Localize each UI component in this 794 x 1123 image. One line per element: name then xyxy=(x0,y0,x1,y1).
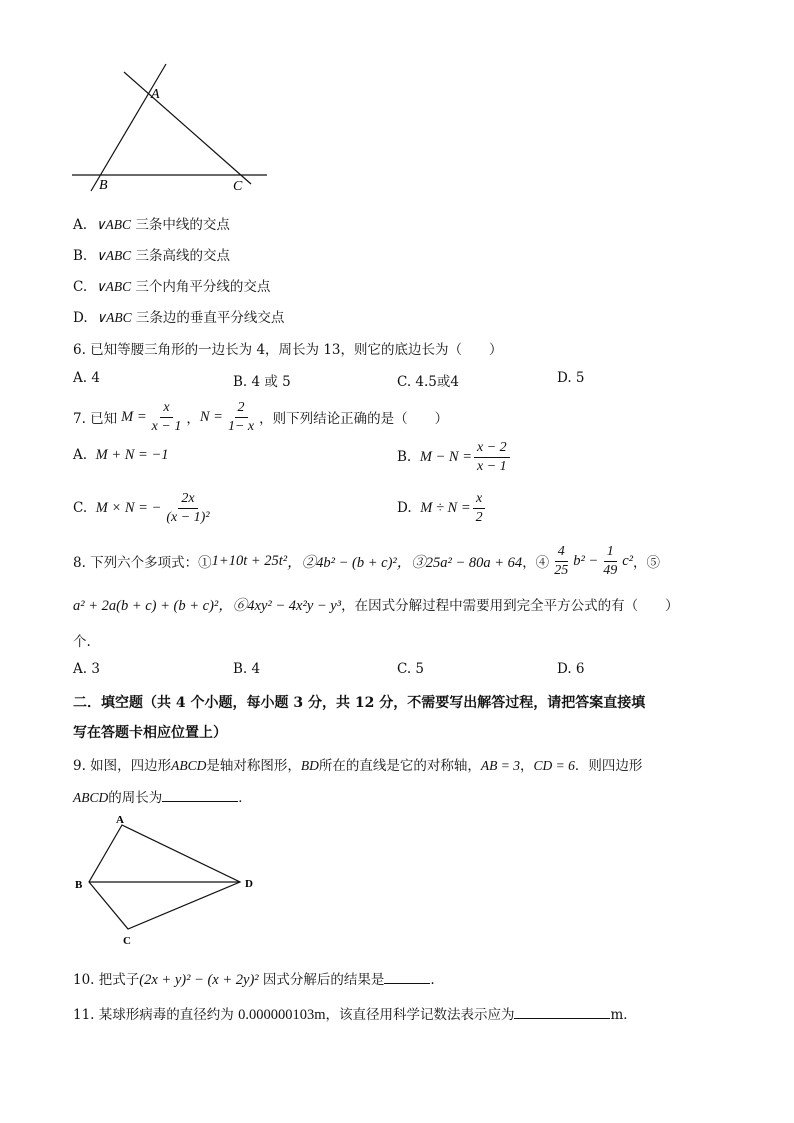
q10-answer-blank xyxy=(384,969,430,984)
kite-figure xyxy=(70,810,270,955)
kite-label-a: A xyxy=(116,814,124,826)
label-a: A xyxy=(151,87,160,102)
section-heading-line2: 写在答题卡相应位置上） xyxy=(73,725,227,741)
line-ac xyxy=(124,72,251,184)
q9-answer-blank xyxy=(162,787,238,802)
q7-option-b: B. M − N = $\frac{x - 2}{x - 1}$ xyxy=(397,436,512,478)
q7-n-fraction: $\frac{2}{1- x}$ xyxy=(227,399,255,434)
q5-option-a: A. ∨ABC 三条中线的交点 xyxy=(73,217,230,233)
q11-answer-blank xyxy=(514,1004,610,1019)
q8-option-b: B. 4 xyxy=(233,661,261,677)
q8-option-d: D. 6 xyxy=(557,661,585,677)
kite-label-b: B xyxy=(75,879,83,891)
triangle-figure xyxy=(60,62,280,198)
label-c: C xyxy=(233,179,243,194)
q5-option-c: C. ∨ABC 三个内角平分线的交点 xyxy=(73,279,271,295)
q6-option-b: B. 4 或 5 xyxy=(233,374,291,390)
kite-label-c: C xyxy=(123,935,131,947)
q10-stem: 10. 把式子(2x + y)² − (x + 2y)² 因式分解后的结果是 . xyxy=(73,968,435,989)
q6-option-d: D. 5 xyxy=(557,370,585,386)
q6-option-a: A. 4 xyxy=(73,370,100,386)
q7-option-a: A. M + N = −1 xyxy=(73,447,169,463)
q5-option-d: D. ∨ABC 三条边的垂直平分线交点 xyxy=(73,310,285,326)
q11-stem: 11. 某球形病毒的直径约为 0.000000103m，该直径用科学记数法表示应为 m． xyxy=(73,1003,637,1024)
q6-stem: 6. 已知等腰三角形的一边长为 4，周长为 13，则它的底边长为（ ） xyxy=(73,342,503,358)
kite-label-d: D xyxy=(245,878,253,890)
q8-stem-line1: 8. 下列六个多项式：① 1+10t + 25t² ，②4b² − (b + c)² ，③25a² − 80a + 64 ，④ $\frac{4}{25}$ b² − $\frac{1}{49}$ c² ，⑤ xyxy=(73,543,660,578)
q8-option-c: C. 5 xyxy=(397,661,425,677)
q8-stem-line2: a² + 2a(b + c) + (b + c)²，⑥4xy² − 4x²y − y³，在因式分解过程中需要用到完全平方公式的有（ ） xyxy=(73,598,679,614)
q6-option-c: C. 4.5或4 xyxy=(397,374,459,390)
label-b: B xyxy=(99,178,108,193)
q7-option-c: C. M × N = − $\frac{2x}{\text{(x − 1)²}}$ xyxy=(73,490,210,525)
section-heading-line1: 二．填空题（共 4 个小题，每小题 3 分，共 12 分，不需要写出解答过程，请把答案直接填 xyxy=(73,695,646,711)
q5-option-b: B. ∨ABC 三条高线的交点 xyxy=(73,248,230,264)
q7-stem: 7. 已知 M = $\frac{x}{x - 1}$ ， N = $\frac{2}{1- x}$ ，则下列结论正确的是（ ） xyxy=(73,399,449,434)
kite-outline xyxy=(89,825,240,929)
q8-stem-line3: 个. xyxy=(73,634,91,650)
line-ab xyxy=(91,64,166,191)
q9-stem-line1: 9. 如图，四边形ABCD是轴对称图形，BD所在的直线是它的对称轴，AB = 3，CD = 6．则四边形 xyxy=(73,758,643,774)
q7-m-fraction: $\frac{x}{x - 1}$ xyxy=(151,399,182,434)
q7-option-d: D. M ÷ N = $\frac{x}{2}$ xyxy=(397,487,488,529)
q8-option-a: A. 3 xyxy=(73,661,100,677)
q9-stem-line2: ABCD的周长为 ． xyxy=(73,786,252,806)
